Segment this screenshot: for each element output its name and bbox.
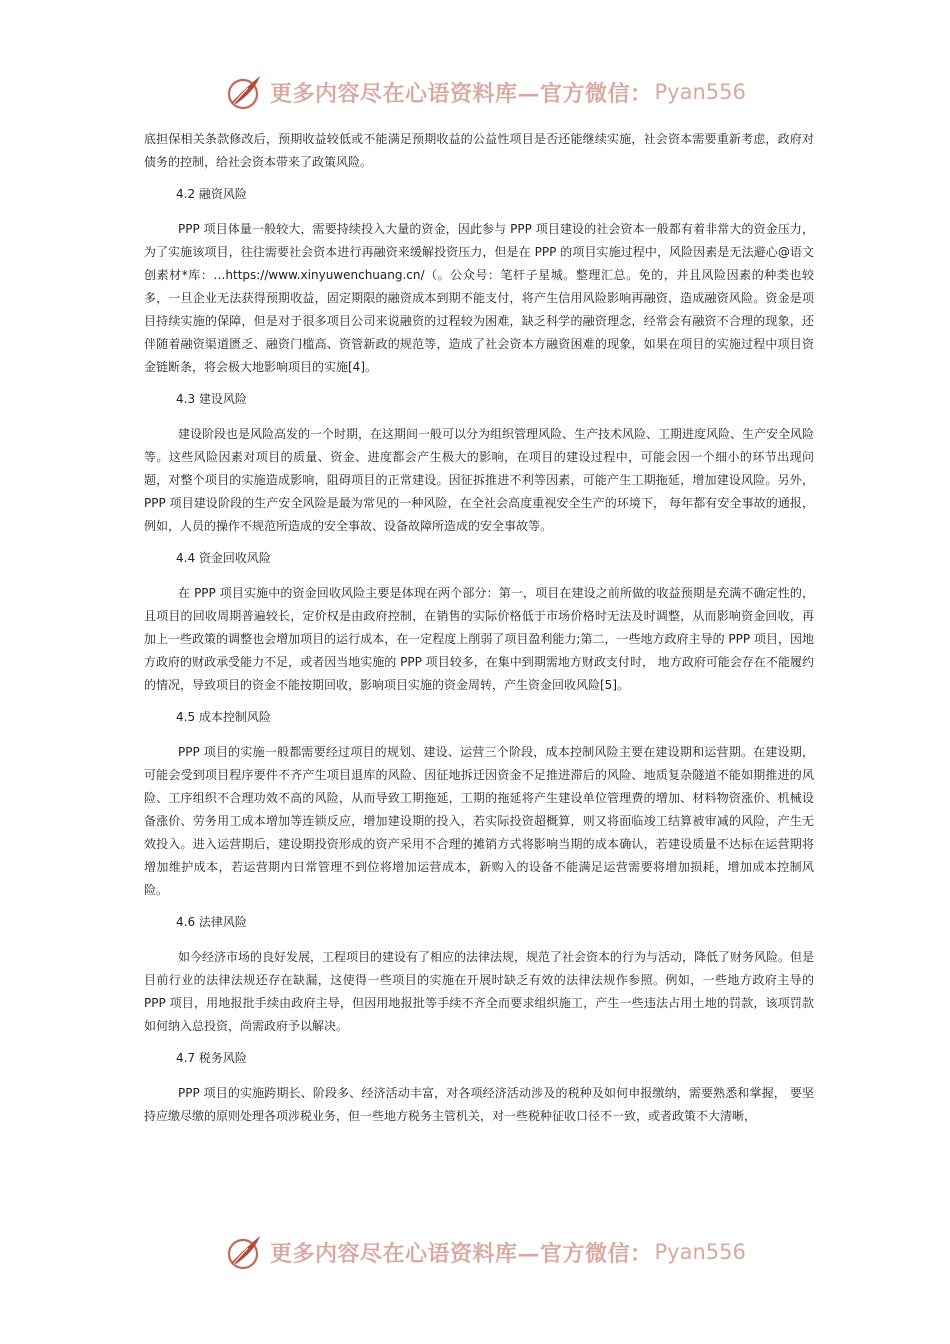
banner-text: 更多内容尽在心语资料库—官方微信：: [270, 1240, 653, 1267]
section-paragraph-4-7: PPP 项目的实施跨期长、阶段多、经济活动丰富，对各项经济活动涉及的税种及如何申报缴纳，需要熟悉和掌握， 要坚持应缴尽缴的原则处理各项涉税业务，但一些地方税务主管机关，对一些税种征收口径不一致，或者政策不大清晰，: [144, 1086, 814, 1123]
section-paragraph-4-5: PPP 项目的实施一般都需要经过项目的规划、建设、运营三个阶段，成本控制风险主要在建设期和运营期。在建设期，可能会受到项目程序要件不齐产生项目退库的风险、因征地拆迁因资金不足推进滞后的风险、地质复杂隧道不能如期推进的风险、工序组织不合理功效不高的风险，从而导致工期拖延，工期的拖延将产生建设单位管理费的增加、材料物资涨价、机械设备涨价、劳务用工成本增加等连锁反应，增加建设期的投入，若实际投资超概算，则又将面临竣工结算被审减的风险，产生无效投入。进入运营期后，建设期投资形成的资产采用不合理的摊销方式将影响当期的成本确认，若建设质量不达标在运营期将增加维护成本，若运营期内日常管理不到位将增加运营成本，新购入的设备不能满足运营需要将增加损耗，增加成本控制风险。: [144, 745, 814, 897]
section-heading-4-2: 4.2 融资风险: [176, 187, 247, 201]
section-heading-4-7: 4.7 税务风险: [176, 1051, 247, 1065]
section-heading-4-5: 4.5 成本控制风险: [176, 710, 271, 724]
section-heading-4-3: 4.3 建设风险: [176, 392, 247, 406]
banner-wechat-id: Pyan556: [654, 80, 746, 104]
document-body: [144, 128, 814, 1128]
section-paragraph-4-4: 在 PPP 项目实施中的资金回收风险主要是体现在两个部分：第一，项目在建设之前所做的收益预期是充满不确定性的，且项目的回收周期普遍较长，定价权是由政府控制，在销售的实际价格低于市场价格时无法及时调整，从而影响资金回收，再加上一些政策的调整也会增加项目的运行成本，在一定程度上削弱了项目盈利能力;第二，一些地方政府主导的 PPP 项目，因地方政府的财政承受能力不足，或者因当地实施的 PPP 项目较多，在集中到期需地方财政支付时， 地方政府可能会存在不能履约的情况，导致项目的资金不能按期回收，影响项目实施的资金周转，产生资金回收风险[5]。: [144, 586, 814, 692]
quill-pen-circle-logo-icon: [226, 1232, 266, 1272]
section-paragraph-4-6: 如今经济市场的良好发展，工程项目的建设有了相应的法律法规，规范了社会资本的行为与活动，降低了财务风险。但是目前行业的法律法规还存在缺漏，这使得一些项目的实施在开展时缺乏有效的法律法规作参照。例如，一些地方政府主导的 PPP 项目，用地报批手续由政府主导，但因用地报批等手续不齐全而要求组织施工，产生一些违法占用土地的罚款，该项罚款如何纳入总投资，尚需政府予以解决。: [144, 950, 815, 1033]
quill-pen-circle-logo-icon: [226, 72, 266, 112]
footer-banner: [226, 1232, 746, 1272]
banner-text: 更多内容尽在心语资料库—官方微信：: [270, 80, 653, 107]
section-paragraph-4-3: 建设阶段也是风险高发的一个时期，在这期间一般可以分为组织管理风险、生产技术风险、工期进度风险、生产安全风险等。这些风险因素对项目的质量、资金、进度都会产生极大的影响，在项目的建设过程中，可能会因一个细小的环节出现问题，对整个项目的实施造成影响，阻碍项目的正常建设。因征拆推进不利等因素，可能产生工期拖延，增加建设风险。另外，PPP 项目建设阶段的生产安全风险是最为常见的一种风险，在全社会高度重视安全生产的环境下， 每年都有安全事故的通报，例如，人员的操作不规范所造成的安全事故、设备故障所造成的安全事故等。: [144, 427, 815, 533]
section-paragraph-4-2: PPP 项目体量一般较大，需要持续投入大量的资金，因此参与 PPP 项目建设的社会资本一般都有着非常大的资金压力，为了实施该项目，往往需要社会资本进行再融资来缓解投资压力，但是在 PPP 的项目实施过程中，风险因素是无法避心@语文创素材*库：…https://www.xinyuwenchuang.cn/（。公众号：笔杆子星城。整理汇总。免的，并且风险因素的种类也较多，一旦企业无法获得预期收益，固定期限的融资成本到期不能支付，将产生信用风险影响再融资，造成融资风险。资金是项目持续实施的保障，但是对于很多项目公司来说融资的过程较为困难，缺乏科学的融资理念，经常会有融资不合理的现象，还伴随着融资渠道匮乏、融资门槛高、资管新政的规范等，造成了社会资本方融资困难的现象，如果在项目的实施过程中项目资金链断条，将会极大地影响项目的实施[4]。: [144, 222, 814, 374]
banner-wechat-id: Pyan556: [654, 1240, 746, 1264]
section-heading-4-4: 4.4 资金回收风险: [176, 551, 271, 565]
intro-paragraph: 底担保相关条款修改后，预期收益较低或不能满足预期收益的公益性项目是否还能继续实施，社会资本需要重新考虑，政府对债务的控制，给社会资本带来了政策风险。: [144, 132, 814, 169]
section-heading-4-6: 4.6 法律风险: [176, 915, 247, 929]
header-banner: [226, 72, 746, 112]
